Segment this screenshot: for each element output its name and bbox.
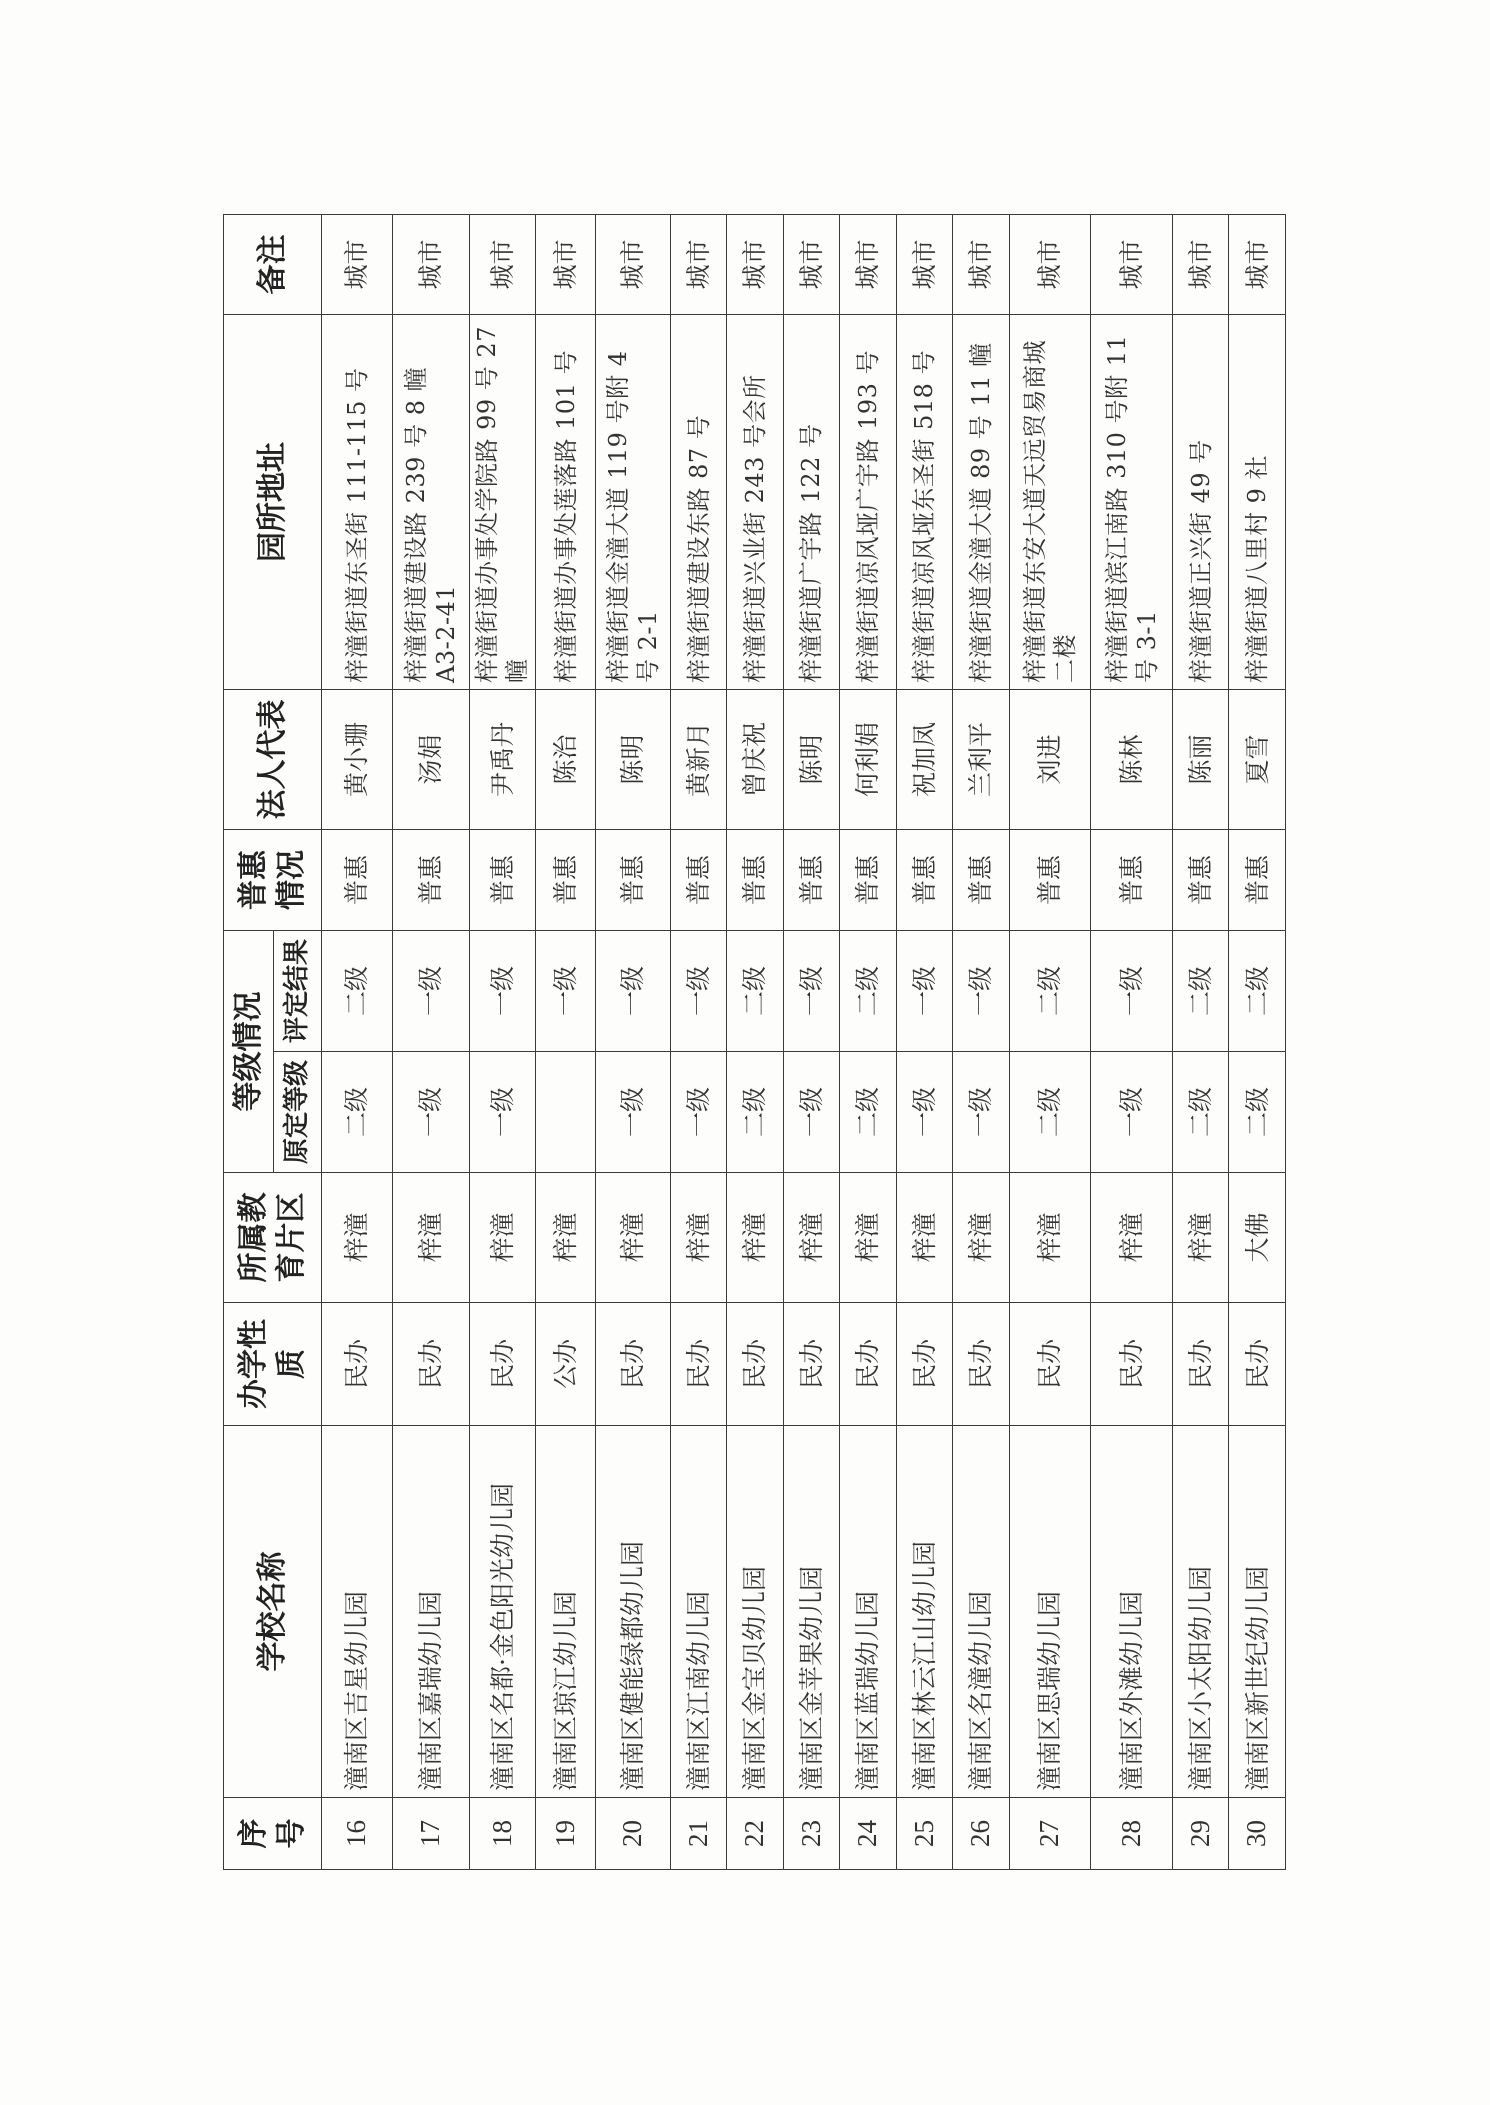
school-name-cell: 潼南区新世纪幼儿园: [1229, 1426, 1286, 1798]
remark-cell: 城市: [596, 215, 671, 315]
rotated-table-block: [223, 215, 1286, 1870]
eval-result-cell: 一级: [783, 931, 839, 1052]
legal-rep-cell: 陈治: [535, 690, 596, 830]
area-cell: 梓潼: [1172, 1173, 1228, 1303]
table-row: [596, 215, 671, 1870]
inclusive-cell: 普惠: [1172, 830, 1228, 931]
school-name-cell: 潼南区外滩幼儿园: [1091, 1426, 1173, 1798]
table-row: [322, 215, 393, 1870]
eval-result-cell: 二级: [1009, 931, 1091, 1052]
orig-grade-cell: 一级: [953, 1052, 1009, 1173]
orig-grade-cell: 一级: [896, 1052, 952, 1173]
nature-cell: 民办: [1172, 1303, 1228, 1426]
address-cell: 梓潼街道办事处莲落路 101 号: [535, 315, 596, 690]
header-seq: 序号: [224, 1798, 322, 1870]
orig-grade-cell: 一级: [596, 1052, 671, 1173]
orig-grade-cell: [535, 1052, 596, 1173]
address-cell: 梓潼街道凉风垭东圣街 518 号: [896, 315, 952, 690]
seq-cell: 27: [1009, 1798, 1091, 1870]
eval-result-cell: 一级: [670, 931, 726, 1052]
inclusive-cell: 普惠: [1091, 830, 1173, 931]
seq-cell: 25: [896, 1798, 952, 1870]
remark-cell: 城市: [670, 215, 726, 315]
seq-cell: 17: [392, 1798, 470, 1870]
inclusive-cell: 普惠: [840, 830, 896, 931]
remark-cell: 城市: [535, 215, 596, 315]
legal-rep-cell: 陈明: [596, 690, 671, 830]
remark-cell: 城市: [392, 215, 470, 315]
address-cell: 梓潼街道兴业街 243 号会所: [727, 315, 783, 690]
eval-result-cell: 二级: [322, 931, 393, 1052]
table-row: [896, 215, 952, 1870]
table-row: [1009, 215, 1091, 1870]
remark-cell: 城市: [1009, 215, 1091, 315]
legal-rep-cell: 陈明: [783, 690, 839, 830]
legal-rep-cell: 祝加凤: [896, 690, 952, 830]
legal-rep-cell: 陈林: [1091, 690, 1173, 830]
eval-result-cell: 一级: [596, 931, 671, 1052]
area-cell: 梓潼: [670, 1173, 726, 1303]
header-orig-grade: 原定等级: [274, 1052, 322, 1173]
remark-cell: 城市: [840, 215, 896, 315]
remark-cell: 城市: [322, 215, 393, 315]
nature-cell: 民办: [840, 1303, 896, 1426]
kindergarten-table: [223, 214, 1286, 1870]
table-row: [953, 215, 1009, 1870]
inclusive-cell: 普惠: [783, 830, 839, 931]
remark-cell: 城市: [896, 215, 952, 315]
area-cell: 梓潼: [470, 1173, 536, 1303]
inclusive-cell: 普惠: [535, 830, 596, 931]
legal-rep-cell: 黄小珊: [322, 690, 393, 830]
nature-cell: 民办: [322, 1303, 393, 1426]
address-cell: 梓潼街道金潼大道 89 号 11 幢: [953, 315, 1009, 690]
remark-cell: 城市: [1091, 215, 1173, 315]
orig-grade-cell: 一级: [1091, 1052, 1173, 1173]
seq-cell: 29: [1172, 1798, 1228, 1870]
seq-cell: 20: [596, 1798, 671, 1870]
area-cell: 梓潼: [535, 1173, 596, 1303]
school-name-cell: 潼南区名潼幼儿园: [953, 1426, 1009, 1798]
area-cell: 梓潼: [596, 1173, 671, 1303]
address-cell: 梓潼街道广宇路 122 号: [783, 315, 839, 690]
seq-cell: 21: [670, 1798, 726, 1870]
orig-grade-cell: 二级: [1229, 1052, 1286, 1173]
header-eval-result: 评定结果: [274, 931, 322, 1052]
legal-rep-cell: 夏雪: [1229, 690, 1286, 830]
school-name-cell: 潼南区林云江山幼儿园: [896, 1426, 952, 1798]
orig-grade-cell: 二级: [1009, 1052, 1091, 1173]
remark-cell: 城市: [1229, 215, 1286, 315]
eval-result-cell: 一级: [1091, 931, 1173, 1052]
school-name-cell: 潼南区蓝瑞幼儿园: [840, 1426, 896, 1798]
inclusive-cell: 普惠: [470, 830, 536, 931]
address-cell: 梓潼街道东圣街 111-115 号: [322, 315, 393, 690]
school-name-cell: 潼南区琼江幼儿园: [535, 1426, 596, 1798]
inclusive-cell: 普惠: [896, 830, 952, 931]
legal-rep-cell: 尹禹丹: [470, 690, 536, 830]
eval-result-cell: 一级: [953, 931, 1009, 1052]
area-cell: 梓潼: [392, 1173, 470, 1303]
legal-rep-cell: 陈丽: [1172, 690, 1228, 830]
seq-cell: 19: [535, 1798, 596, 1870]
orig-grade-cell: 二级: [727, 1052, 783, 1173]
school-name-cell: 潼南区小太阳幼儿园: [1172, 1426, 1228, 1798]
table-row: [470, 215, 536, 1870]
eval-result-cell: 一级: [470, 931, 536, 1052]
legal-rep-cell: 黄新月: [670, 690, 726, 830]
nature-cell: 民办: [896, 1303, 952, 1426]
eval-result-cell: 一级: [392, 931, 470, 1052]
legal-rep-cell: 刘进: [1009, 690, 1091, 830]
orig-grade-cell: 二级: [1172, 1052, 1228, 1173]
table-row: [727, 215, 783, 1870]
school-name-cell: 潼南区思瑞幼儿园: [1009, 1426, 1091, 1798]
seq-cell: 16: [322, 1798, 393, 1870]
nature-cell: 民办: [1009, 1303, 1091, 1426]
table-row: [783, 215, 839, 1870]
header-nature: 办学性质: [224, 1303, 322, 1426]
legal-rep-cell: 何利娟: [840, 690, 896, 830]
address-cell: 梓潼街道凉风垭广宇路 193 号: [840, 315, 896, 690]
legal-rep-cell: 汤娟: [392, 690, 470, 830]
area-cell: 大佛: [1229, 1173, 1286, 1303]
school-name-cell: 潼南区健能绿都幼儿园: [596, 1426, 671, 1798]
school-name-cell: 潼南区江南幼儿园: [670, 1426, 726, 1798]
inclusive-cell: 普惠: [727, 830, 783, 931]
school-name-cell: 潼南区吉星幼儿园: [322, 1426, 393, 1798]
inclusive-cell: 普惠: [1009, 830, 1091, 931]
address-cell: 梓潼街道八里村 9 社: [1229, 315, 1286, 690]
seq-cell: 30: [1229, 1798, 1286, 1870]
legal-rep-cell: 曾庆祝: [727, 690, 783, 830]
header-school-name: 学校名称: [224, 1426, 322, 1798]
legal-rep-cell: 兰利平: [953, 690, 1009, 830]
address-cell: 梓潼街道建设路 239 号 8 幢 A3-2-41: [392, 315, 470, 690]
school-name-cell: 潼南区金宝贝幼儿园: [727, 1426, 783, 1798]
address-cell: 梓潼街道金潼大道 119 号附 4 号 2-1: [596, 315, 671, 690]
header-area: 所属教育片区: [224, 1173, 322, 1303]
table-row: [1091, 215, 1173, 1870]
seq-cell: 28: [1091, 1798, 1173, 1870]
table-row: [535, 215, 596, 1870]
inclusive-cell: 普惠: [670, 830, 726, 931]
area-cell: 梓潼: [896, 1173, 952, 1303]
nature-cell: 民办: [783, 1303, 839, 1426]
address-cell: 梓潼街道滨江南路 310 号附 11 号 3-1: [1091, 315, 1173, 690]
orig-grade-cell: 一级: [470, 1052, 536, 1173]
eval-result-cell: 二级: [1172, 931, 1228, 1052]
remark-cell: 城市: [1172, 215, 1228, 315]
eval-result-cell: 二级: [727, 931, 783, 1052]
seq-cell: 26: [953, 1798, 1009, 1870]
address-cell: 梓潼街道建设东路 87 号: [670, 315, 726, 690]
area-cell: 梓潼: [1091, 1173, 1173, 1303]
eval-result-cell: 二级: [1229, 931, 1286, 1052]
nature-cell: 民办: [1229, 1303, 1286, 1426]
orig-grade-cell: 一级: [670, 1052, 726, 1173]
address-cell: 梓潼街道东安大道天远贸易商城二楼: [1009, 315, 1091, 690]
table-row: [1172, 215, 1228, 1870]
seq-cell: 18: [470, 1798, 536, 1870]
table-row: [392, 215, 470, 1870]
area-cell: 梓潼: [783, 1173, 839, 1303]
table-row: [670, 215, 726, 1870]
nature-cell: 民办: [470, 1303, 536, 1426]
orig-grade-cell: 二级: [322, 1052, 393, 1173]
remark-cell: 城市: [727, 215, 783, 315]
area-cell: 梓潼: [322, 1173, 393, 1303]
inclusive-cell: 普惠: [392, 830, 470, 931]
inclusive-cell: 普惠: [953, 830, 1009, 931]
nature-cell: 民办: [953, 1303, 1009, 1426]
header-address: 园所地址: [224, 315, 322, 690]
school-name-cell: 潼南区金苹果幼儿园: [783, 1426, 839, 1798]
school-name-cell: 潼南区嘉瑞幼儿园: [392, 1426, 470, 1798]
remark-cell: 城市: [783, 215, 839, 315]
nature-cell: 民办: [670, 1303, 726, 1426]
nature-cell: 民办: [727, 1303, 783, 1426]
nature-cell: 民办: [392, 1303, 470, 1426]
nature-cell: 民办: [1091, 1303, 1173, 1426]
nature-cell: 公办: [535, 1303, 596, 1426]
orig-grade-cell: 二级: [840, 1052, 896, 1173]
header-grade-group: 等级情况: [224, 931, 274, 1173]
header-inclusive: 普惠情况: [224, 830, 322, 931]
area-cell: 梓潼: [840, 1173, 896, 1303]
seq-cell: 23: [783, 1798, 839, 1870]
orig-grade-cell: 一级: [392, 1052, 470, 1173]
table-row: [1229, 215, 1286, 1870]
inclusive-cell: 普惠: [1229, 830, 1286, 931]
address-cell: 梓潼街道正兴街 49 号: [1172, 315, 1228, 690]
inclusive-cell: 普惠: [322, 830, 393, 931]
eval-result-cell: 一级: [896, 931, 952, 1052]
header-legal-rep: 法人代表: [224, 690, 322, 830]
eval-result-cell: 一级: [535, 931, 596, 1052]
area-cell: 梓潼: [953, 1173, 1009, 1303]
school-name-cell: 潼南区名都·金色阳光幼儿园: [470, 1426, 536, 1798]
address-cell: 梓潼街道办事处学院路 99 号 27 幢: [470, 315, 536, 690]
table-row: [840, 215, 896, 1870]
table-body: [322, 215, 1286, 1870]
area-cell: 梓潼: [1009, 1173, 1091, 1303]
area-cell: 梓潼: [727, 1173, 783, 1303]
remark-cell: 城市: [953, 215, 1009, 315]
orig-grade-cell: 一级: [783, 1052, 839, 1173]
nature-cell: 民办: [596, 1303, 671, 1426]
header-remark: 备注: [224, 215, 322, 315]
inclusive-cell: 普惠: [596, 830, 671, 931]
seq-cell: 22: [727, 1798, 783, 1870]
remark-cell: 城市: [470, 215, 536, 315]
seq-cell: 24: [840, 1798, 896, 1870]
eval-result-cell: 二级: [840, 931, 896, 1052]
